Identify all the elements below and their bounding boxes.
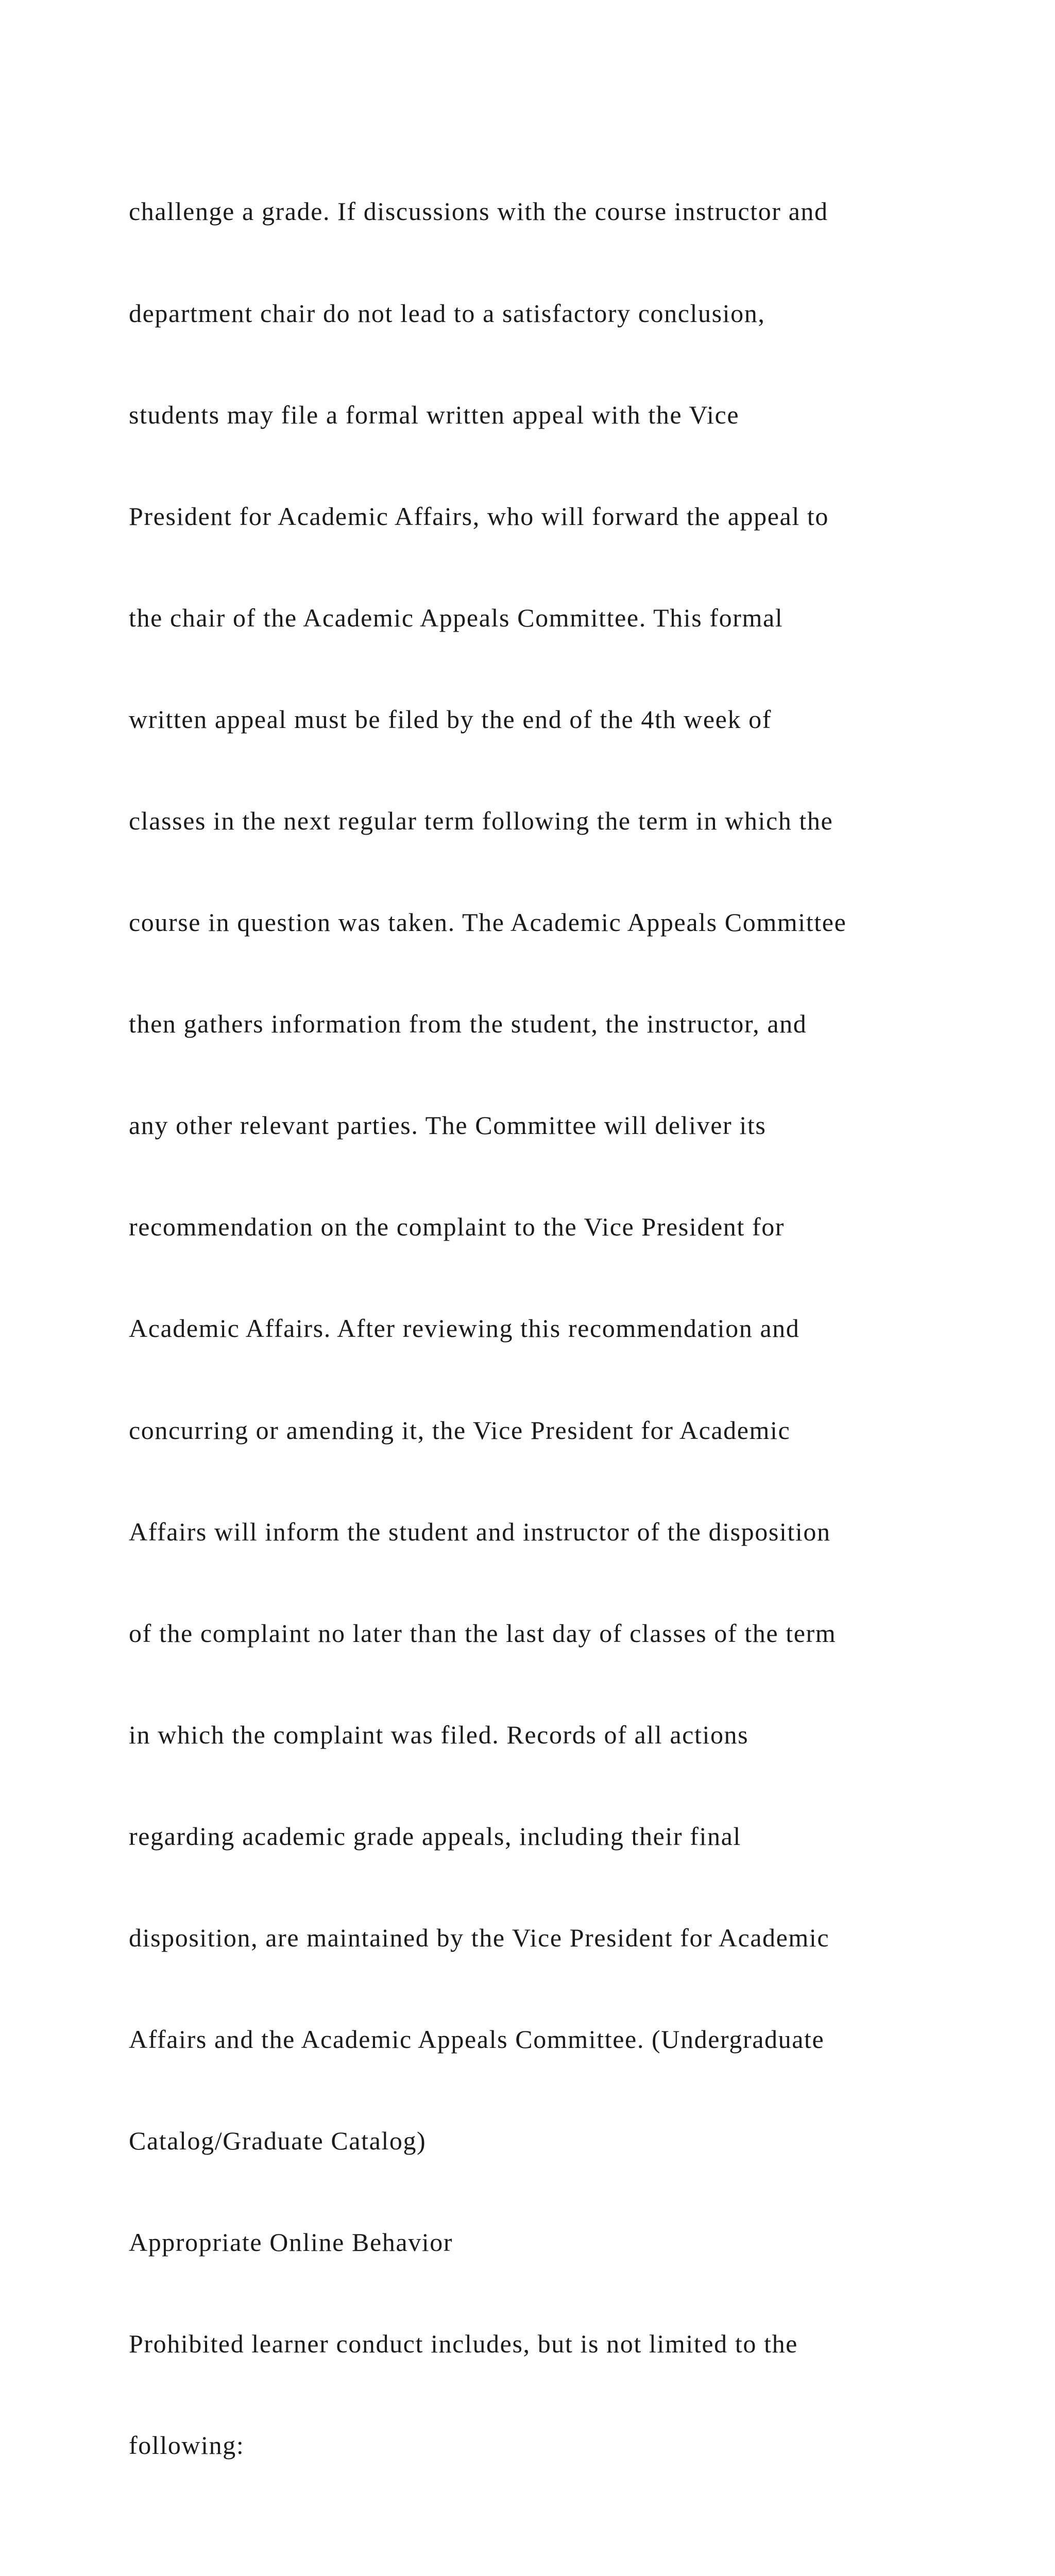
text-line: recommendation on the complaint to the Vice President for	[129, 1212, 785, 1242]
text-line: then gathers information from the student, the instructor, and	[129, 1009, 807, 1039]
text-line: Catalog/Graduate Catalog)	[129, 2126, 427, 2156]
text-line: Academic Affairs. After reviewing this recommendation and	[129, 1314, 800, 1343]
text-line: disposition, are maintained by the Vice President for Academic	[129, 1923, 830, 1952]
document-text	[129, 127, 1005, 2576]
text-line: department chair do not lead to a satisfactory conclusion,	[129, 298, 765, 328]
text-line: Affairs will inform the student and instructor of the disposition	[129, 1517, 831, 1546]
text-line: regarding academic grade appeals, including their final	[129, 1821, 741, 1851]
text-line: the chair of the Academic Appeals Committee. This formal	[129, 603, 784, 632]
text-line: Prohibited learner conduct includes, but is not limited to the	[129, 2329, 798, 2359]
text-line: written appeal must be filed by the end of the 4th week of	[129, 704, 772, 734]
blank-line	[129, 2531, 1005, 2565]
text-line: any other relevant parties. The Committee will deliver its	[129, 1111, 767, 1140]
text-line: President for Academic Affairs, who will forward the appeal to	[129, 501, 829, 531]
text-line: classes in the next regular term following the term in which the	[129, 806, 833, 835]
text-line: students may file a formal written appeal with the Vice	[129, 400, 740, 429]
text-line: challenge a grade. If discussions with the course instructor and	[129, 197, 828, 226]
text-line: course in question was taken. The Academic Appeals Committee	[129, 908, 847, 937]
text-line: Affairs and the Academic Appeals Committee. (Undergraduate	[129, 2025, 825, 2054]
text-line: following:	[129, 2431, 245, 2460]
text-line: concurring or amending it, the Vice President for Academic	[129, 1415, 791, 1445]
text-line: in which the complaint was filed. Records of all actions	[129, 1720, 749, 1749]
text-line: of the complaint no later than the last day of classes of the term	[129, 1618, 837, 1648]
section-heading: Appropriate Online Behavior	[129, 2228, 453, 2257]
